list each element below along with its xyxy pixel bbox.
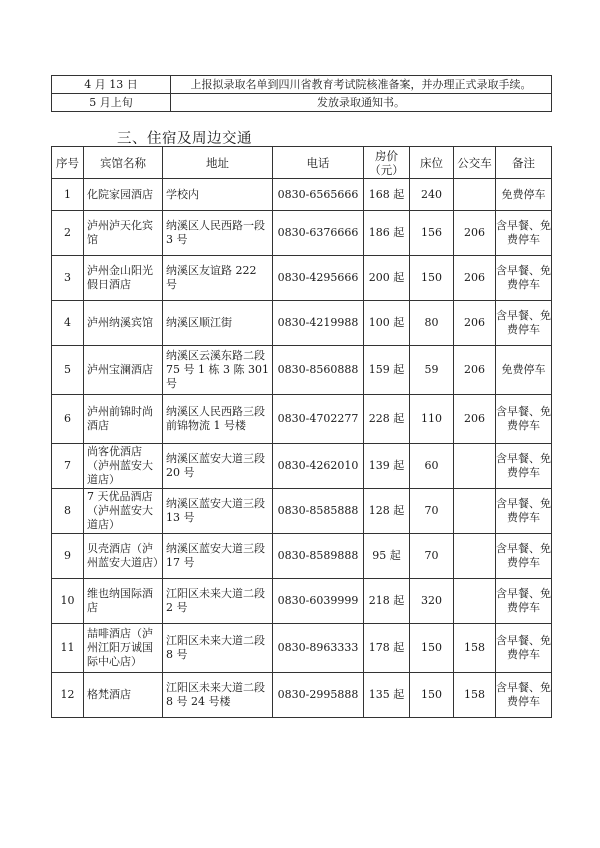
hotel-address: 江阳区未来大道二段 2 号 bbox=[163, 579, 273, 624]
hotel-no: 6 bbox=[52, 395, 84, 444]
hotel-name: 维也纳国际酒店 bbox=[84, 579, 163, 624]
hotel-address: 纳溪区蓝安大道三段 17 号 bbox=[163, 534, 273, 579]
hotel-beds: 156 bbox=[410, 211, 454, 256]
hotel-remark: 含早餐、免费停车 bbox=[496, 444, 552, 489]
hotel-price: 159 起 bbox=[364, 346, 410, 395]
hotel-bus: 158 bbox=[454, 673, 496, 718]
hotel-table bbox=[51, 146, 552, 718]
hotel-beds: 70 bbox=[410, 534, 454, 579]
table-row bbox=[52, 579, 552, 624]
hotel-no: 10 bbox=[52, 579, 84, 624]
schedule-date: 5 月上旬 bbox=[52, 94, 171, 112]
table-row bbox=[52, 489, 552, 534]
hotel-bus: 206 bbox=[454, 395, 496, 444]
hotel-remark: 免费停车 bbox=[496, 179, 552, 211]
hotel-bus: 206 bbox=[454, 301, 496, 346]
hotel-price: 186 起 bbox=[364, 211, 410, 256]
hotel-phone: 0830-8585888 bbox=[273, 489, 364, 534]
hotel-price: 135 起 bbox=[364, 673, 410, 718]
schedule-row bbox=[52, 76, 552, 94]
hotel-address: 纳溪区人民西路一段 3 号 bbox=[163, 211, 273, 256]
hotel-remark: 含早餐、免费停车 bbox=[496, 673, 552, 718]
header-beds: 床位 bbox=[410, 147, 454, 179]
hotel-beds: 59 bbox=[410, 346, 454, 395]
hotel-phone: 0830-6376666 bbox=[273, 211, 364, 256]
hotel-bus bbox=[454, 444, 496, 489]
hotel-name: 尚客优酒店（泸州蓝安大道店） bbox=[84, 444, 163, 489]
table-row bbox=[52, 673, 552, 718]
hotel-no: 7 bbox=[52, 444, 84, 489]
hotel-beds: 80 bbox=[410, 301, 454, 346]
hotel-phone: 0830-4262010 bbox=[273, 444, 364, 489]
table-row bbox=[52, 534, 552, 579]
hotel-no: 9 bbox=[52, 534, 84, 579]
hotel-address: 纳溪区顺江街 bbox=[163, 301, 273, 346]
table-row bbox=[52, 346, 552, 395]
hotel-address: 学校内 bbox=[163, 179, 273, 211]
hotel-name: 泸州纳溪宾馆 bbox=[84, 301, 163, 346]
hotel-no: 5 bbox=[52, 346, 84, 395]
hotel-price: 139 起 bbox=[364, 444, 410, 489]
hotel-phone: 0830-4219988 bbox=[273, 301, 364, 346]
hotel-beds: 150 bbox=[410, 256, 454, 301]
table-row bbox=[52, 179, 552, 211]
hotel-remark: 含早餐、免费停车 bbox=[496, 211, 552, 256]
hotel-beds: 320 bbox=[410, 579, 454, 624]
schedule-table bbox=[51, 75, 552, 112]
table-header-row bbox=[52, 147, 552, 179]
hotel-remark: 含早餐、免费停车 bbox=[496, 489, 552, 534]
hotel-beds: 150 bbox=[410, 673, 454, 718]
hotel-price: 95 起 bbox=[364, 534, 410, 579]
hotel-name: 泸州泸天化宾馆 bbox=[84, 211, 163, 256]
hotel-phone: 0830-6039999 bbox=[273, 579, 364, 624]
hotel-price: 100 起 bbox=[364, 301, 410, 346]
hotel-remark: 含早餐、免费停车 bbox=[496, 395, 552, 444]
hotel-no: 8 bbox=[52, 489, 84, 534]
hotel-bus: 206 bbox=[454, 346, 496, 395]
hotel-price: 200 起 bbox=[364, 256, 410, 301]
hotel-bus bbox=[454, 534, 496, 579]
hotel-bus: 206 bbox=[454, 211, 496, 256]
hotel-bus bbox=[454, 179, 496, 211]
hotel-remark: 免费停车 bbox=[496, 346, 552, 395]
hotel-beds: 70 bbox=[410, 489, 454, 534]
hotel-remark: 含早餐、免费停车 bbox=[496, 256, 552, 301]
hotel-remark: 含早餐、免费停车 bbox=[496, 301, 552, 346]
hotel-name: 格梵酒店 bbox=[84, 673, 163, 718]
hotel-phone: 0830-2995888 bbox=[273, 673, 364, 718]
schedule-row bbox=[52, 94, 552, 112]
hotel-address: 纳溪区蓝安大道三段 13 号 bbox=[163, 489, 273, 534]
header-phone: 电话 bbox=[273, 147, 364, 179]
hotel-phone: 0830-8963333 bbox=[273, 624, 364, 673]
hotel-remark: 含早餐、免费停车 bbox=[496, 624, 552, 673]
hotel-price: 178 起 bbox=[364, 624, 410, 673]
hotel-address: 纳溪区云溪东路二段 75 号 1 栋 3 陈 301 号 bbox=[163, 346, 273, 395]
hotel-address: 纳溪区友谊路 222 号 bbox=[163, 256, 273, 301]
hotel-name: 泸州金山阳光假日酒店 bbox=[84, 256, 163, 301]
hotel-bus bbox=[454, 579, 496, 624]
hotel-no: 11 bbox=[52, 624, 84, 673]
hotel-no: 4 bbox=[52, 301, 84, 346]
hotel-name: 贝壳酒店（泸州蓝安大道店） bbox=[84, 534, 163, 579]
hotel-price: 128 起 bbox=[364, 489, 410, 534]
hotel-address: 江阳区未来大道二段 8 号 24 号楼 bbox=[163, 673, 273, 718]
hotel-price: 168 起 bbox=[364, 179, 410, 211]
schedule-content: 上报拟录取名单到四川省教育考试院核准备案，并办理正式录取手续。 bbox=[171, 76, 552, 94]
hotel-phone: 0830-8589888 bbox=[273, 534, 364, 579]
hotel-remark: 含早餐、免费停车 bbox=[496, 579, 552, 624]
header-bus: 公交车 bbox=[454, 147, 496, 179]
hotel-address: 纳溪区人民西路三段前锦物流 1 号楼 bbox=[163, 395, 273, 444]
hotel-table-body bbox=[52, 179, 552, 718]
hotel-name: 泸州宝澜酒店 bbox=[84, 346, 163, 395]
schedule-date: 4 月 13 日 bbox=[52, 76, 171, 94]
table-row bbox=[52, 256, 552, 301]
hotel-bus: 206 bbox=[454, 256, 496, 301]
section-title: 三、住宿及周边交通 bbox=[117, 131, 252, 147]
header-price: 房价（元） bbox=[364, 147, 410, 179]
hotel-name: 泸州前锦时尚酒店 bbox=[84, 395, 163, 444]
hotel-phone: 0830-6565666 bbox=[273, 179, 364, 211]
hotel-address: 江阳区未来大道二段 8 号 bbox=[163, 624, 273, 673]
table-row bbox=[52, 211, 552, 256]
hotel-phone: 0830-4702277 bbox=[273, 395, 364, 444]
header-no: 序号 bbox=[52, 147, 84, 179]
hotel-name: 喆啡酒店（泸州江阳万诚国际中心店） bbox=[84, 624, 163, 673]
hotel-address: 纳溪区蓝安大道三段 20 号 bbox=[163, 444, 273, 489]
header-address: 地址 bbox=[163, 147, 273, 179]
hotel-name: 7 天优品酒店（泸州蓝安大道店） bbox=[84, 489, 163, 534]
hotel-beds: 240 bbox=[410, 179, 454, 211]
hotel-no: 12 bbox=[52, 673, 84, 718]
table-row bbox=[52, 624, 552, 673]
table-row bbox=[52, 301, 552, 346]
hotel-no: 1 bbox=[52, 179, 84, 211]
header-name: 宾馆名称 bbox=[84, 147, 163, 179]
table-row bbox=[52, 444, 552, 489]
hotel-price: 228 起 bbox=[364, 395, 410, 444]
hotel-beds: 150 bbox=[410, 624, 454, 673]
schedule-content: 发放录取通知书。 bbox=[171, 94, 552, 112]
hotel-no: 3 bbox=[52, 256, 84, 301]
hotel-name: 化院家园酒店 bbox=[84, 179, 163, 211]
hotel-price: 218 起 bbox=[364, 579, 410, 624]
hotel-bus bbox=[454, 489, 496, 534]
hotel-phone: 0830-4295666 bbox=[273, 256, 364, 301]
hotel-phone: 0830-8560888 bbox=[273, 346, 364, 395]
header-remark: 备注 bbox=[496, 147, 552, 179]
hotel-no: 2 bbox=[52, 211, 84, 256]
hotel-bus: 158 bbox=[454, 624, 496, 673]
hotel-beds: 60 bbox=[410, 444, 454, 489]
hotel-beds: 110 bbox=[410, 395, 454, 444]
hotel-remark: 含早餐、免费停车 bbox=[496, 534, 552, 579]
table-row bbox=[52, 395, 552, 444]
